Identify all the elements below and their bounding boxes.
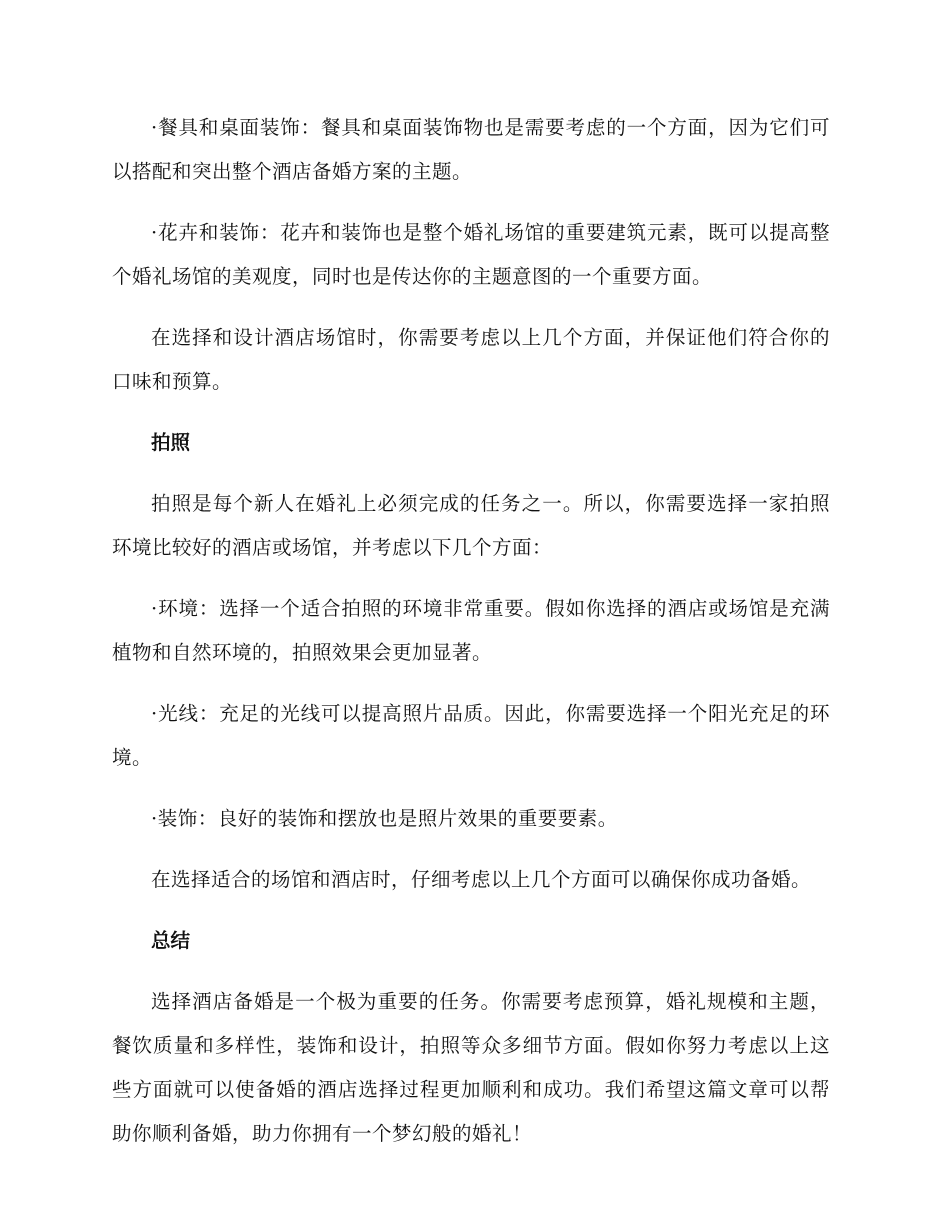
section-heading-photography: 拍照 [151, 431, 191, 454]
paragraph-venue-summary: 在选择和设计酒店场馆时，你需要考虑以上几个方面，并保证他们符合你的口味和预算。 [112, 326, 830, 393]
section-heading-conclusion: 总结 [151, 929, 191, 952]
paragraph-photography-summary: 在选择适合的场馆和酒店时，仔细考虑以上几个方面可以确保你成功备婚。 [151, 868, 812, 891]
paragraph-photography-intro: 拍照是每个新人在婚礼上必须完成的任务之一。所以，你需要选择一家拍照环境比较好的酒店或场馆，并考虑以下几个方面： [112, 492, 830, 559]
bullet-paragraph-flowers: ·花卉和装饰：花卉和装饰也是整个婚礼场馆的重要建筑元素，既可以提高整个婚礼场馆的美观度，同时也是传达你的主题意图的一个重要方面。 [112, 221, 830, 288]
bullet-paragraph-environment: ·环境：选择一个适合拍照的环境非常重要。假如你选择的酒店或场馆是充满植物和自然环境的，拍照效果会更加显著。 [112, 597, 830, 664]
bullet-paragraph-lighting: ·光线：充足的光线可以提高照片品质。因此，你需要选择一个阳光充足的环境。 [112, 702, 830, 769]
bullet-paragraph-tableware: ·餐具和桌面装饰：餐具和桌面装饰物也是需要考虑的一个方面，因为它们可以搭配和突出整个酒店备婚方案的主题。 [112, 116, 830, 183]
bullet-paragraph-decoration: ·装饰：良好的装饰和摆放也是照片效果的重要要素。 [151, 807, 618, 830]
paragraph-conclusion: 选择酒店备婚是一个极为重要的任务。你需要考虑预算，婚礼规模和主题，餐饮质量和多样性，装饰和设计，拍照等众多细节方面。假如你努力考虑以上这些方面就可以使备婚的酒店选择过程更加顺利和成功。我们希望这篇文章可以帮助你顺利备婚，助力你拥有一个梦幻般的婚礼！ [112, 990, 830, 1145]
document-page [112, 106, 830, 1173]
